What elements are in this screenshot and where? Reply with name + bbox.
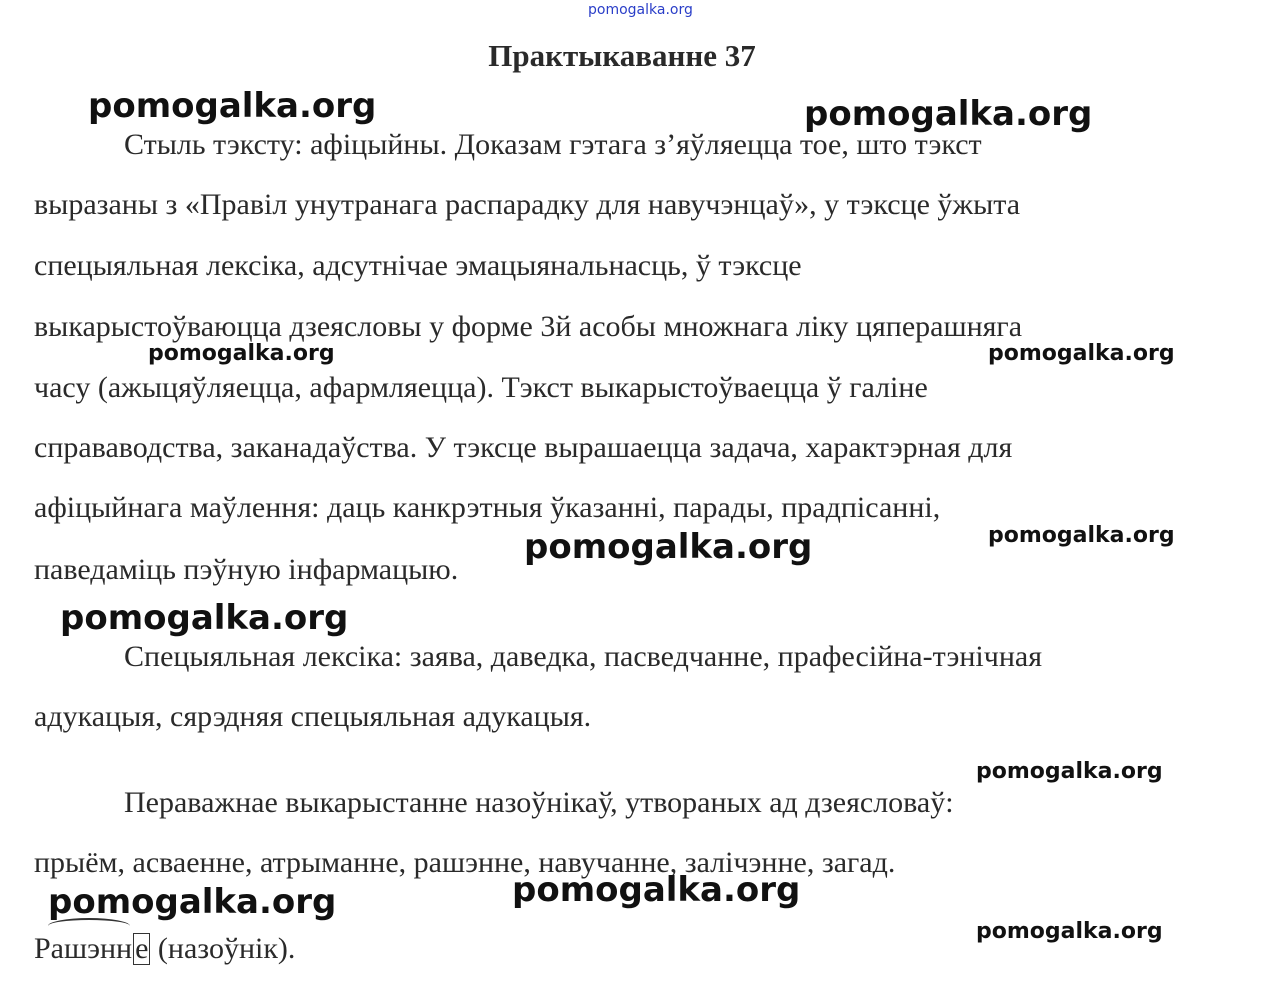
morph-parse-line (34, 932, 295, 966)
paragraph-1-line: выкарыстоўваюцца дзеясловы у форме 3й асобы множнага ліку цяперашняга (34, 310, 1023, 343)
paragraph-1-line: спецыяльная лексіка, адсутнічае эмацыянальнасць, ў тэксце (34, 249, 802, 282)
paragraph-1-line: часу (ажыцяўляецца, афармляецца). Тэкст выкарыстоўваецца ў галіне (34, 371, 928, 404)
paragraph-2-line: Спецыяльная лексіка: заява, даведка, пасведчанне, прафесійна-тэнічная (124, 640, 1042, 673)
paragraph-1-line: Стыль тэксту: афіцыйны. Доказам гэтага з’яўляецца тое, што тэкст (124, 128, 982, 161)
watermark: pomogalka.org (60, 598, 349, 638)
watermark: pomogalka.org (524, 527, 813, 567)
paragraph-2-line: адукацыя, сярэдняя спецыяльная адукацыя. (34, 700, 592, 733)
watermark: pomogalka.org (976, 919, 1163, 944)
watermark: pomogalka.org (512, 870, 801, 910)
paragraph-1-line: выразаны з «Правіл унутранага распарадку для навучэнцаў», у тэксце ўжыта (34, 188, 1021, 221)
word-root: Рашэнн (34, 932, 133, 965)
watermark: pomogalka.org (804, 94, 1093, 134)
watermark: pomogalka.org (48, 882, 337, 922)
watermark: pomogalka.org (148, 341, 335, 366)
page-title: Практыкаванне 37 (488, 38, 756, 73)
watermark: pomogalka.org (976, 759, 1163, 784)
watermark: pomogalka.org (88, 86, 377, 126)
paragraph-1-line: афіцыйнага маўлення: даць канкрэтныя ўказанні, парады, прадпісанні, (34, 491, 941, 524)
paragraph-3-line: прыём, асваенне, атрыманне, рашэнне, навучанне, залічэнне, загад. (34, 846, 896, 879)
watermark: pomogalka.org (988, 341, 1175, 366)
watermark: pomogalka.org (988, 523, 1175, 548)
word-ending-box: е (135, 932, 149, 965)
paragraph-1-line: паведаміць пэўную інфармацыю. (34, 553, 459, 586)
watermark-top: pomogalka.org (588, 2, 693, 18)
part-of-speech-note: (назоўнік). (157, 932, 296, 965)
paragraph-3-line: Пераважнае выкарыстанне назоўнікаў, утвораных ад дзеясловаў: (124, 786, 954, 819)
paragraph-1-line: справаводства, заканадаўства. У тэксце вырашаецца задача, характэрная для (34, 431, 1013, 464)
